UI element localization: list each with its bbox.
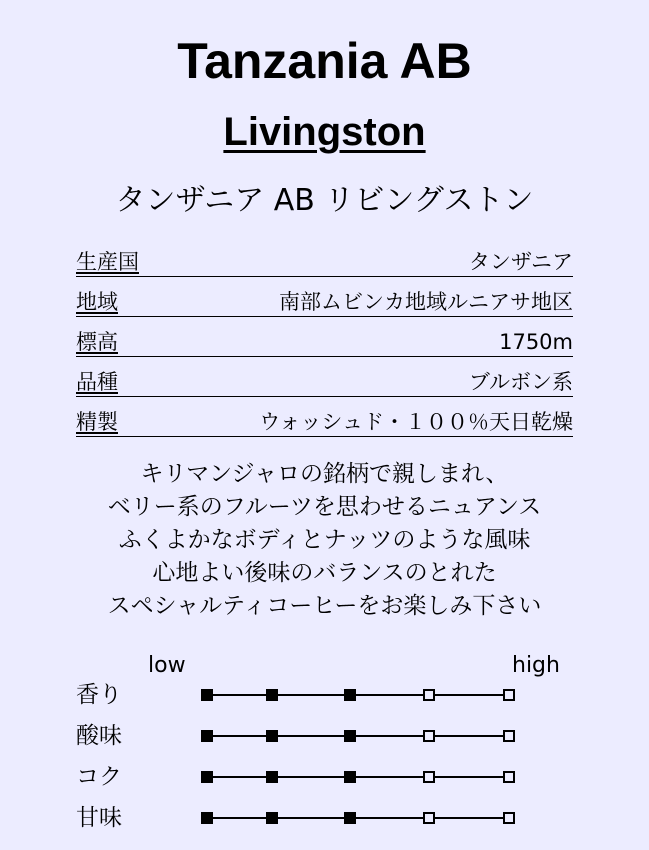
- spec-value: 1750m: [499, 330, 573, 354]
- spec-label: 地域: [76, 290, 118, 314]
- rating-marker-empty: [423, 812, 435, 824]
- rating-row-aroma: [76, 680, 596, 710]
- spec-row-variety: [76, 364, 573, 397]
- rating-marker-empty: [503, 771, 515, 783]
- rating-track: [206, 776, 509, 778]
- rating-track: [206, 735, 509, 737]
- farm-name: [0, 107, 649, 157]
- rating-track: [206, 694, 509, 696]
- rating-marker-filled: [266, 689, 278, 701]
- scale-low-label: low: [148, 653, 186, 678]
- rating-marker-filled: [201, 771, 213, 783]
- farm-name-text: Livingston: [223, 110, 426, 154]
- description-line: ふくよかなボディとナッツのような風味: [118, 527, 531, 553]
- scale-high-label: high: [512, 653, 560, 678]
- rating-marker-filled: [266, 812, 278, 824]
- flavor-description: [0, 458, 649, 623]
- spec-label: 品種: [76, 370, 118, 394]
- description-line: 心地よい後味のバランスのとれた: [152, 560, 497, 586]
- rating-marker-filled: [201, 730, 213, 742]
- rating-marker-filled: [266, 771, 278, 783]
- rating-label: 甘味: [76, 805, 122, 831]
- description-line: ベリー系のフルーツを思わせるニュアンス: [107, 494, 542, 520]
- description-line: キリマンジャロの銘柄で親しまれ、: [140, 461, 509, 487]
- rating-label: コク: [76, 764, 122, 790]
- spec-row-region: [76, 284, 573, 317]
- description-line: スペシャルティコーヒーをお楽しみ下さい: [107, 593, 542, 619]
- spec-value: ブルボン系: [468, 370, 573, 394]
- rating-marker-empty: [423, 771, 435, 783]
- spec-value: 南部ムビンカ地域ルニアサ地区: [279, 290, 573, 314]
- rating-marker-filled: [266, 730, 278, 742]
- rating-marker-filled: [344, 812, 356, 824]
- spec-label: 精製: [76, 410, 118, 434]
- rating-marker-empty: [503, 730, 515, 742]
- rating-marker-filled: [201, 812, 213, 824]
- rating-row-body: [76, 762, 596, 792]
- rating-marker-filled: [344, 771, 356, 783]
- spec-value: タンザニア: [468, 250, 573, 274]
- rating-label: 香り: [76, 682, 122, 708]
- rating-marker-empty: [423, 730, 435, 742]
- spec-label: 生産国: [76, 250, 139, 274]
- rating-marker-filled: [344, 689, 356, 701]
- rating-label: 酸味: [76, 723, 122, 749]
- japanese-name: タンザニア AB リビングストン: [115, 183, 534, 218]
- rating-marker-empty: [503, 812, 515, 824]
- rating-marker-empty: [503, 689, 515, 701]
- spec-row-country: [76, 244, 573, 277]
- rating-marker-empty: [423, 689, 435, 701]
- spec-row-process: [76, 404, 573, 437]
- rating-marker-filled: [201, 689, 213, 701]
- rating-row-sweetness: [76, 803, 596, 833]
- spec-label: 標高: [76, 330, 118, 354]
- rating-marker-filled: [344, 730, 356, 742]
- coffee-title: Tanzania AB: [177, 33, 472, 89]
- spec-value: ウォッシュド・１００％天日乾燥: [259, 410, 573, 434]
- rating-row-acidity: [76, 721, 596, 751]
- rating-track: [206, 817, 509, 819]
- spec-row-altitude: [76, 324, 573, 357]
